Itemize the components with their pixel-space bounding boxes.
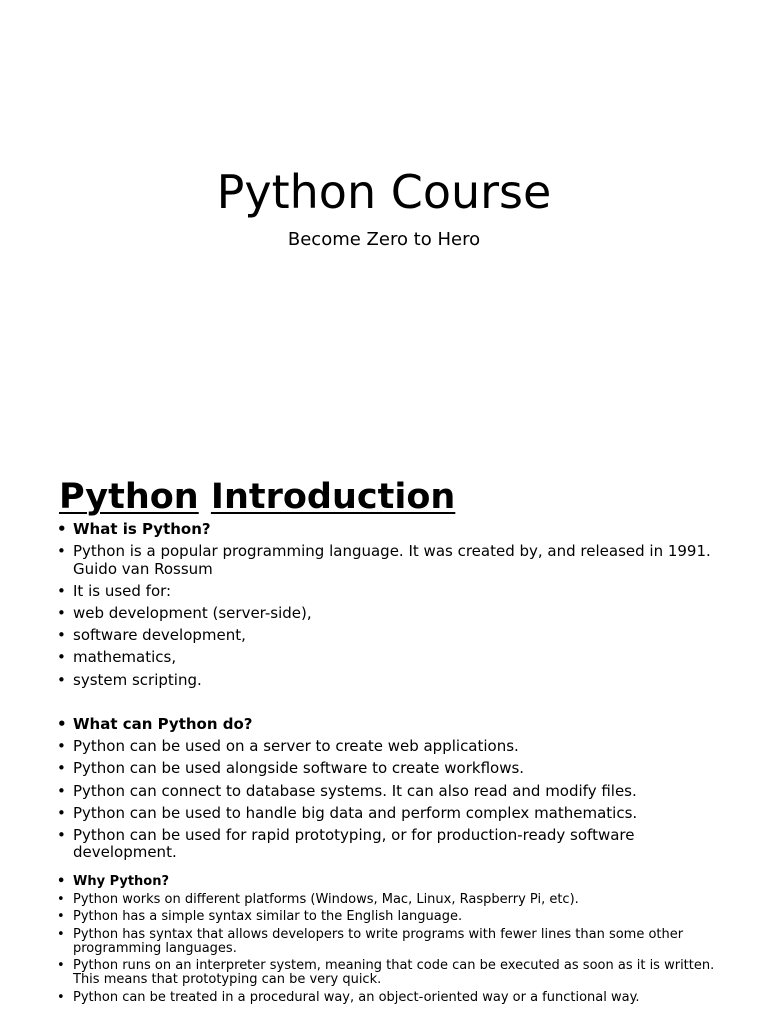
item-text: mathematics,	[73, 648, 177, 667]
bullet-icon: •	[57, 909, 65, 924]
item-text: Python can connect to database systems. It can also read and modify files.	[73, 781, 637, 800]
item-text: Python can be used alongside software to create workflows.	[73, 759, 525, 778]
bullet-icon: •	[57, 803, 66, 822]
item-text: Python can be used to handle big data and perform complex mathematics.	[73, 803, 638, 822]
bullet-icon: •	[57, 989, 65, 1005]
heading-word-python: Python	[59, 477, 199, 517]
item-text: Python works on different platforms (Windows, Mac, Linux, Raspberry Pi, etc).	[73, 891, 579, 907]
course-title: Python Course	[216, 165, 552, 219]
list-item	[57, 605, 717, 623]
item-text: web development (server-side),	[73, 604, 312, 623]
bullet-icon: •	[57, 874, 66, 889]
item-text: Python can be used on a server to create web applications.	[73, 737, 519, 756]
list-item	[57, 928, 717, 956]
bullet-icon: •	[57, 670, 66, 689]
item-text: system scripting.	[73, 670, 202, 689]
bullet-icon: •	[57, 581, 66, 600]
bullet-icon: •	[57, 648, 66, 667]
item-text: Python runs on an interpreter system, meaning that code can be executed as soon as it is written. This means that prototyping can be very quick.	[73, 958, 715, 987]
list-item	[57, 783, 717, 801]
bullet-icon: •	[57, 958, 65, 973]
bullet-icon: •	[57, 926, 65, 942]
list-item	[57, 672, 717, 690]
item-text: Python can be used for rapid prototyping, or for production-ready software development.	[73, 825, 635, 862]
item-text: It is used for:	[73, 581, 172, 600]
bullet-icon: •	[57, 781, 66, 800]
bullet-icon: •	[57, 737, 66, 756]
item-text: Python can be treated in a procedural way, an object-oriented way or a functional way.	[73, 989, 640, 1005]
list-item	[57, 827, 717, 862]
list-item	[57, 649, 717, 667]
title-slide	[0, 0, 768, 440]
list-item	[57, 893, 717, 907]
list-item	[57, 521, 717, 539]
list-item	[57, 959, 717, 987]
list-item	[57, 805, 717, 823]
bullet-icon: •	[57, 825, 66, 844]
list-item	[57, 716, 717, 734]
list-item	[57, 991, 717, 1005]
bullet-icon: •	[57, 715, 67, 733]
bullet-icon: •	[57, 891, 65, 907]
item-text: Python is a popular programming language. It was created by, and released in 1991. Guido van Rossum	[73, 542, 711, 578]
what-can-python-do-list	[57, 716, 717, 867]
item-text: software development,	[73, 626, 246, 645]
list-item	[57, 875, 717, 889]
intro-slide	[0, 460, 768, 1024]
bullet-icon: •	[57, 604, 66, 623]
bullet-icon: •	[57, 626, 66, 645]
list-item	[57, 583, 717, 601]
bullet-icon: •	[57, 542, 66, 561]
item-text: Python has a simple syntax similar to the English language.	[73, 909, 463, 924]
list-item	[57, 627, 717, 645]
list-item	[57, 760, 717, 778]
heading-word-introduction: Introduction	[210, 477, 456, 517]
list-item	[57, 738, 717, 756]
question-what-can-python-do: What can Python do?	[73, 715, 253, 733]
course-subtitle: Become Zero to Hero	[287, 229, 481, 250]
item-text: Python has syntax that allows developers to write programs with fewer lines than some other programming languages.	[73, 926, 684, 956]
list-item	[57, 910, 717, 924]
question-why-python: Why Python?	[73, 874, 170, 889]
bullet-icon: •	[57, 520, 67, 538]
list-item	[57, 543, 717, 578]
section-heading	[59, 476, 455, 518]
what-is-python-list	[57, 521, 717, 694]
bullet-icon: •	[57, 759, 66, 778]
why-python-list	[57, 875, 717, 1008]
question-what-is-python: What is Python?	[73, 520, 211, 538]
